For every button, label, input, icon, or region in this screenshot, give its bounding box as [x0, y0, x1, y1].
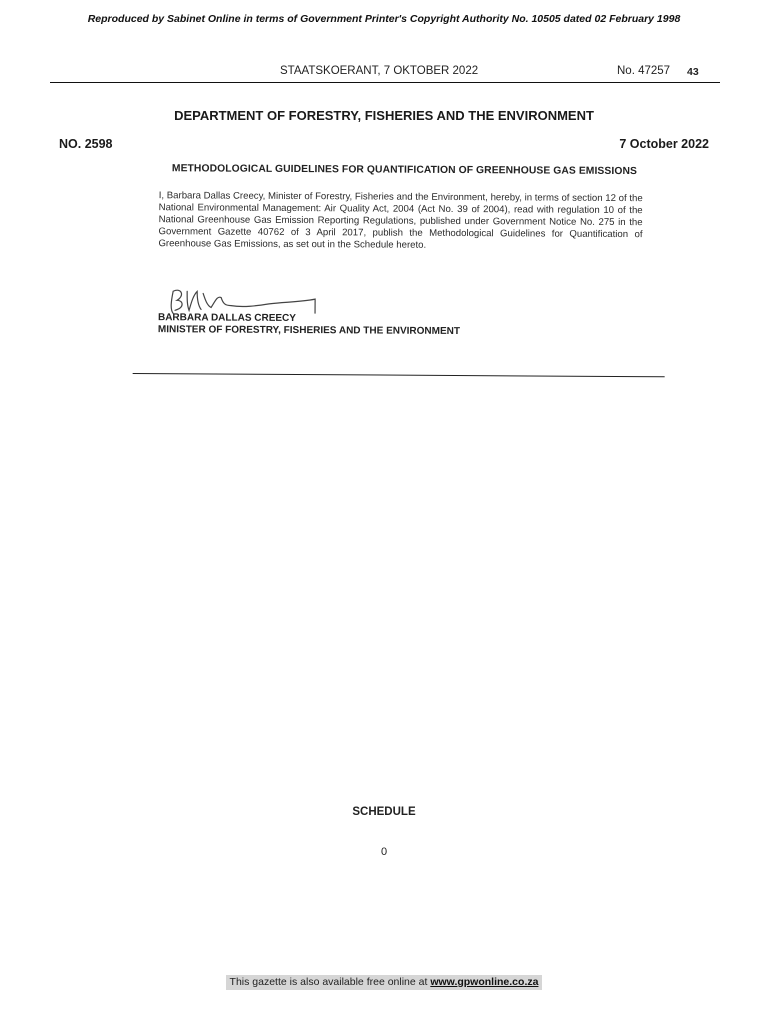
footer-banner	[226, 975, 542, 990]
notice-title: METHODOLOGICAL GUIDELINES FOR QUANTIFICATION OF GREENHOUSE GAS EMISSIONS	[171, 163, 638, 178]
signer-name: BARBARA DALLAS CREECY	[157, 312, 297, 325]
page-number: 43	[687, 66, 699, 78]
schedule-heading: SCHEDULE	[352, 806, 416, 818]
gazette-title: STAATSKOERANT, 7 OKTOBER 2022	[280, 65, 479, 77]
department-heading: DEPARTMENT OF FORESTRY, FISHERIES AND THE ENVIRONMENT	[174, 108, 594, 123]
scanned-notice	[129, 155, 670, 388]
signer-title: MINISTER OF FORESTRY, FISHERIES AND THE ENVIRONMENT	[157, 324, 461, 338]
reproduction-notice: Reproduced by Sabinet Online in terms of Government Printer's Copyright Authority No. 10505 dated 02 February 1998	[87, 13, 681, 25]
schedule-marker: 0	[380, 846, 388, 858]
notice-date: 7 October 2022	[619, 137, 709, 151]
footer-text: This gazette is also available free online at	[229, 976, 431, 988]
gazette-number: No. 47257	[617, 65, 671, 77]
header-divider	[50, 82, 720, 83]
notice-body: I, Barbara Dallas Creecy, Minister of Forestry, Fisheries and the Environment, hereby, in terms of section 12 of the National Environmental Management: Air Quality Act, 2004 (Act No. 39 of 2004), read with regulation 10 of the National Greenhouse Gas Emission Reporting Regulations, published under Government Notice No. 275 in the Government Gazette 40762 of 3 April 2017, publish the Methodological Guidelines for Quantification of Greenhouse Gas Emissions, as set out in the Schedule hereto.	[158, 190, 643, 252]
notice-divider	[133, 373, 665, 377]
notice-number: NO. 2598	[59, 137, 113, 151]
gpwonline-link[interactable]: www.gpwonline.co.za	[430, 976, 539, 988]
